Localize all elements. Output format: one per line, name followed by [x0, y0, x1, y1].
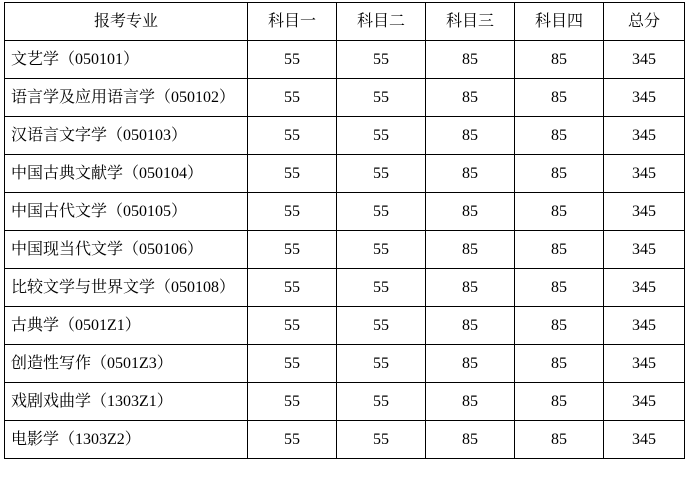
cell-subject-1: 55: [248, 79, 337, 117]
cell-subject-1: 55: [248, 345, 337, 383]
cell-total: 345: [604, 155, 685, 193]
cell-subject-1: 55: [248, 155, 337, 193]
cell-subject-2: 55: [337, 269, 426, 307]
table-header-row: [5, 3, 685, 41]
cell-subject-3: 85: [426, 383, 515, 421]
column-header-major: 报考专业: [5, 3, 248, 41]
cell-subject-1: 55: [248, 269, 337, 307]
cell-major: 古典学（0501Z1）: [5, 307, 248, 345]
cell-total: 345: [604, 193, 685, 231]
admission-score-table: [4, 2, 685, 459]
cell-subject-2: 55: [337, 421, 426, 459]
cell-subject-4: 85: [515, 79, 604, 117]
cell-major: 中国古代文学（050105）: [5, 193, 248, 231]
cell-subject-3: 85: [426, 193, 515, 231]
cell-subject-2: 55: [337, 41, 426, 79]
cell-total: 345: [604, 117, 685, 155]
table-row: [5, 231, 685, 269]
cell-subject-2: 55: [337, 79, 426, 117]
cell-subject-2: 55: [337, 307, 426, 345]
table-body: [5, 41, 685, 459]
cell-major: 比较文学与世界文学（050108）: [5, 269, 248, 307]
column-header-subject-4: 科目四: [515, 3, 604, 41]
cell-subject-1: 55: [248, 421, 337, 459]
cell-total: 345: [604, 231, 685, 269]
table-row: [5, 193, 685, 231]
cell-subject-4: 85: [515, 117, 604, 155]
cell-subject-3: 85: [426, 421, 515, 459]
cell-subject-1: 55: [248, 231, 337, 269]
table-row: [5, 345, 685, 383]
cell-subject-3: 85: [426, 79, 515, 117]
cell-subject-3: 85: [426, 231, 515, 269]
cell-subject-2: 55: [337, 193, 426, 231]
cell-subject-3: 85: [426, 345, 515, 383]
cell-subject-4: 85: [515, 345, 604, 383]
cell-subject-1: 55: [248, 383, 337, 421]
cell-total: 345: [604, 383, 685, 421]
cell-subject-3: 85: [426, 117, 515, 155]
cell-major: 电影学（1303Z2）: [5, 421, 248, 459]
cell-subject-1: 55: [248, 193, 337, 231]
table-row: [5, 117, 685, 155]
cell-subject-3: 85: [426, 269, 515, 307]
column-header-subject-2: 科目二: [337, 3, 426, 41]
table-header: [5, 3, 685, 41]
table-row: [5, 307, 685, 345]
table-row: [5, 79, 685, 117]
table-row: [5, 269, 685, 307]
cell-major: 文艺学（050101）: [5, 41, 248, 79]
cell-subject-3: 85: [426, 307, 515, 345]
cell-major: 戏剧戏曲学（1303Z1）: [5, 383, 248, 421]
cell-subject-4: 85: [515, 193, 604, 231]
cell-subject-2: 55: [337, 155, 426, 193]
cell-major: 中国现当代文学（050106）: [5, 231, 248, 269]
cell-subject-2: 55: [337, 231, 426, 269]
cell-subject-3: 85: [426, 41, 515, 79]
cell-major: 汉语言文字学（050103）: [5, 117, 248, 155]
cell-major: 中国古典文献学（050104）: [5, 155, 248, 193]
cell-subject-1: 55: [248, 41, 337, 79]
cell-subject-4: 85: [515, 421, 604, 459]
cell-subject-2: 55: [337, 383, 426, 421]
cell-subject-4: 85: [515, 41, 604, 79]
table-row: [5, 383, 685, 421]
cell-major: 语言学及应用语言学（050102）: [5, 79, 248, 117]
cell-subject-2: 55: [337, 117, 426, 155]
cell-subject-3: 85: [426, 155, 515, 193]
table-row: [5, 421, 685, 459]
cell-total: 345: [604, 307, 685, 345]
column-header-subject-3: 科目三: [426, 3, 515, 41]
cell-subject-4: 85: [515, 155, 604, 193]
column-header-total: 总分: [604, 3, 685, 41]
cell-subject-2: 55: [337, 345, 426, 383]
cell-subject-1: 55: [248, 117, 337, 155]
cell-subject-4: 85: [515, 231, 604, 269]
table-row: [5, 41, 685, 79]
cell-total: 345: [604, 41, 685, 79]
cell-total: 345: [604, 79, 685, 117]
cell-major: 创造性写作（0501Z3）: [5, 345, 248, 383]
cell-subject-4: 85: [515, 269, 604, 307]
cell-total: 345: [604, 421, 685, 459]
cell-total: 345: [604, 345, 685, 383]
table-row: [5, 155, 685, 193]
cell-subject-4: 85: [515, 307, 604, 345]
column-header-subject-1: 科目一: [248, 3, 337, 41]
cell-subject-4: 85: [515, 383, 604, 421]
cell-subject-1: 55: [248, 307, 337, 345]
cell-total: 345: [604, 269, 685, 307]
